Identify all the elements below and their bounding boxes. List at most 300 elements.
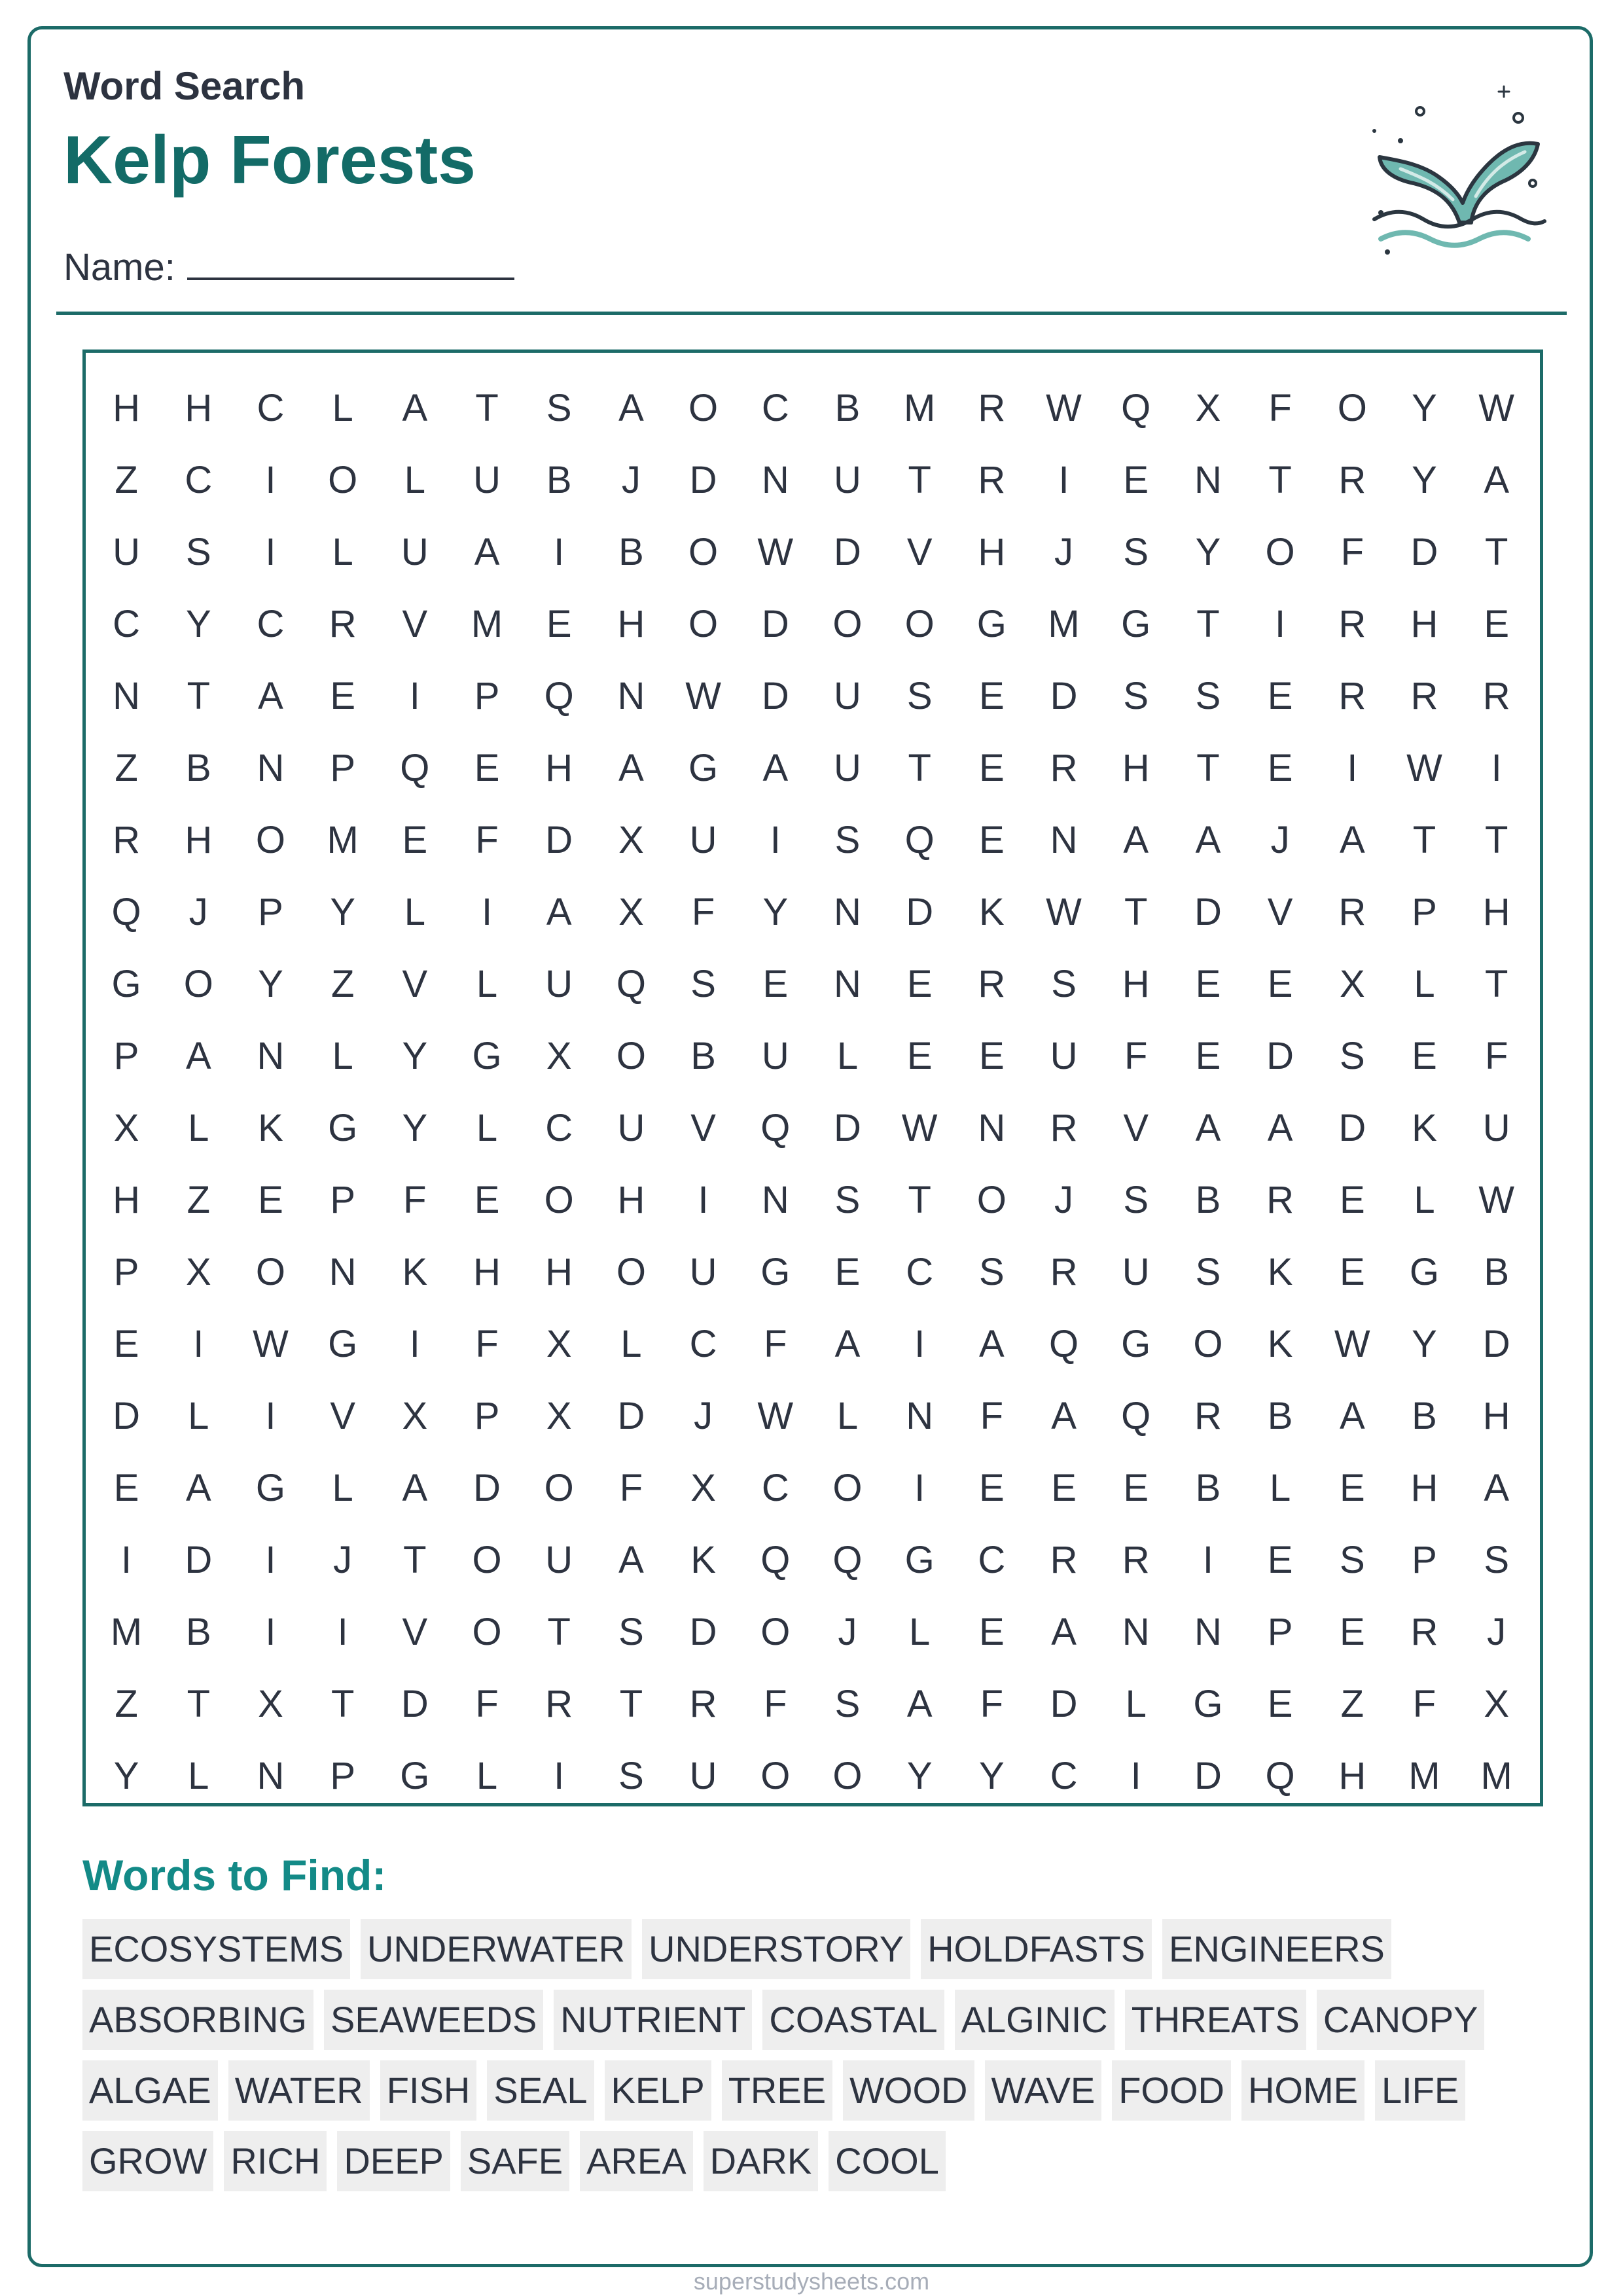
grid-cell[interactable]: C — [1050, 1755, 1078, 1797]
grid-cell[interactable]: V — [402, 963, 428, 1005]
grid-cell[interactable]: T — [908, 459, 931, 501]
grid-cell[interactable]: F — [475, 819, 499, 861]
grid-cell[interactable]: Q — [1121, 387, 1151, 429]
grid-cell[interactable]: S — [1123, 531, 1149, 573]
grid-cell[interactable]: B — [1195, 1467, 1221, 1509]
grid-cell[interactable]: C — [545, 1107, 573, 1149]
grid-cell[interactable]: P — [113, 1035, 139, 1077]
grid-cell[interactable]: U — [689, 1251, 717, 1293]
grid-cell[interactable]: G — [328, 1323, 358, 1365]
grid-cell[interactable]: L — [1414, 1179, 1435, 1221]
grid-cell[interactable]: H — [545, 1251, 573, 1293]
grid-cell[interactable]: W — [757, 1395, 794, 1437]
grid-cell[interactable]: R — [1050, 747, 1078, 789]
grid-cell[interactable]: F — [1340, 531, 1364, 573]
grid-cell[interactable]: J — [694, 1395, 713, 1437]
grid-cell[interactable]: Q — [832, 1539, 863, 1581]
grid-cell[interactable]: Q — [1265, 1755, 1295, 1797]
grid-cell[interactable]: B — [1195, 1179, 1221, 1221]
grid-cell[interactable]: F — [403, 1179, 427, 1221]
grid-cell[interactable]: N — [761, 1179, 789, 1221]
grid-cell[interactable]: F — [1484, 1035, 1508, 1077]
grid-cell[interactable]: N — [906, 1395, 934, 1437]
grid-cell[interactable]: N — [257, 1755, 285, 1797]
grid-cell[interactable]: B — [546, 459, 572, 501]
grid-cell[interactable]: C — [689, 1323, 717, 1365]
grid-cell[interactable]: C — [257, 387, 285, 429]
grid-cell[interactable]: G — [976, 603, 1007, 645]
grid-cell[interactable]: T — [187, 675, 210, 717]
grid-cell[interactable]: J — [1487, 1611, 1507, 1653]
grid-cell[interactable]: I — [554, 531, 565, 573]
grid-cell[interactable]: S — [1339, 1539, 1365, 1581]
grid-cell[interactable]: W — [901, 1107, 938, 1149]
grid-cell[interactable]: R — [1338, 459, 1366, 501]
grid-cell[interactable]: A — [618, 387, 644, 429]
grid-cell[interactable]: E — [1339, 1179, 1365, 1221]
grid-cell[interactable]: H — [113, 387, 141, 429]
grid-cell[interactable]: E — [1267, 1683, 1293, 1725]
grid-cell[interactable]: C — [113, 603, 141, 645]
grid-cell[interactable]: B — [185, 1611, 211, 1653]
grid-cell[interactable]: W — [1478, 387, 1515, 429]
grid-cell[interactable]: T — [475, 387, 499, 429]
grid-cell[interactable]: R — [1482, 675, 1510, 717]
grid-cell[interactable]: I — [121, 1539, 132, 1581]
grid-cell[interactable]: R — [1050, 1107, 1078, 1149]
grid-cell[interactable]: S — [1195, 1251, 1221, 1293]
grid-cell[interactable]: L — [836, 1035, 859, 1077]
grid-cell[interactable]: I — [914, 1323, 925, 1365]
grid-cell[interactable]: O — [688, 387, 719, 429]
grid-cell[interactable]: H — [1122, 747, 1150, 789]
grid-cell[interactable]: O — [1337, 387, 1367, 429]
grid-cell[interactable]: U — [834, 459, 861, 501]
grid-cell[interactable]: T — [403, 1539, 427, 1581]
grid-cell[interactable]: V — [330, 1395, 355, 1437]
grid-cell[interactable]: E — [979, 1611, 1005, 1653]
grid-cell[interactable]: N — [834, 891, 861, 933]
grid-cell[interactable]: L — [188, 1395, 209, 1437]
grid-cell[interactable]: J — [621, 459, 641, 501]
grid-cell[interactable]: N — [1050, 819, 1078, 861]
grid-cell[interactable]: I — [554, 1755, 565, 1797]
grid-cell[interactable]: W — [1046, 387, 1082, 429]
grid-cell[interactable]: D — [1194, 1755, 1222, 1797]
grid-cell[interactable]: A — [402, 387, 428, 429]
grid-cell[interactable]: I — [770, 819, 781, 861]
grid-cell[interactable]: L — [332, 531, 353, 573]
grid-cell[interactable]: W — [1334, 1323, 1370, 1365]
grid-cell[interactable]: K — [1412, 1107, 1437, 1149]
grid-cell[interactable]: A — [1339, 819, 1365, 861]
grid-cell[interactable]: F — [764, 1683, 787, 1725]
grid-cell[interactable]: U — [401, 531, 429, 573]
grid-cell[interactable]: L — [188, 1107, 209, 1149]
grid-cell[interactable]: Q — [904, 819, 935, 861]
grid-cell[interactable]: P — [258, 891, 283, 933]
grid-cell[interactable]: A — [1484, 459, 1509, 501]
grid-cell[interactable]: T — [330, 1683, 355, 1725]
grid-cell[interactable]: B — [185, 747, 211, 789]
grid-cell[interactable]: O — [328, 459, 358, 501]
grid-cell[interactable]: G — [1121, 1323, 1151, 1365]
grid-cell[interactable]: F — [475, 1323, 499, 1365]
grid-cell[interactable]: D — [1410, 531, 1438, 573]
grid-cell[interactable]: A — [1051, 1611, 1077, 1653]
grid-cell[interactable]: W — [685, 675, 721, 717]
grid-cell[interactable]: R — [1410, 675, 1438, 717]
grid-cell[interactable]: R — [1410, 1611, 1438, 1653]
grid-cell[interactable]: A — [762, 747, 789, 789]
grid-cell[interactable]: E — [113, 1467, 139, 1509]
grid-cell[interactable]: K — [1267, 1251, 1293, 1293]
grid-cell[interactable]: L — [188, 1755, 209, 1797]
grid-cell[interactable]: E — [834, 1251, 861, 1293]
grid-cell[interactable]: Q — [1048, 1323, 1079, 1365]
grid-cell[interactable]: E — [1051, 1467, 1077, 1509]
grid-cell[interactable]: L — [332, 1467, 353, 1509]
grid-cell[interactable]: N — [329, 1251, 357, 1293]
grid-cell[interactable]: E — [258, 1179, 283, 1221]
grid-cell[interactable]: X — [185, 1251, 211, 1293]
grid-cell[interactable]: O — [183, 963, 213, 1005]
grid-cell[interactable]: E — [1267, 747, 1293, 789]
grid-cell[interactable]: J — [1270, 819, 1290, 861]
grid-cell[interactable]: M — [327, 819, 359, 861]
grid-cell[interactable]: D — [617, 1395, 645, 1437]
grid-cell[interactable]: U — [689, 1755, 717, 1797]
grid-cell[interactable]: I — [265, 1611, 276, 1653]
grid-cell[interactable]: T — [1412, 819, 1436, 861]
grid-cell[interactable]: R — [1050, 1251, 1078, 1293]
grid-cell[interactable]: G — [1121, 603, 1151, 645]
grid-cell[interactable]: S — [906, 675, 933, 717]
grid-cell[interactable]: L — [332, 1035, 353, 1077]
grid-cell[interactable]: R — [1338, 675, 1366, 717]
grid-cell[interactable]: Y — [330, 891, 355, 933]
grid-cell[interactable]: T — [1484, 963, 1508, 1005]
grid-cell[interactable]: S — [618, 1611, 644, 1653]
grid-cell[interactable]: E — [979, 747, 1005, 789]
grid-cell[interactable]: F — [764, 1323, 787, 1365]
grid-cell[interactable]: I — [481, 891, 493, 933]
grid-cell[interactable]: T — [908, 747, 931, 789]
grid-cell[interactable]: K — [979, 891, 1005, 933]
grid-cell[interactable]: G — [1409, 1251, 1440, 1293]
grid-cell[interactable]: H — [473, 1251, 501, 1293]
grid-cell[interactable]: H — [1338, 1755, 1366, 1797]
grid-cell[interactable]: M — [1480, 1755, 1512, 1797]
grid-cell[interactable]: Q — [111, 891, 141, 933]
grid-cell[interactable]: T — [1484, 531, 1508, 573]
grid-cell[interactable]: M — [903, 387, 936, 429]
grid-cell[interactable]: C — [906, 1251, 934, 1293]
grid-cell[interactable]: A — [1484, 1467, 1509, 1509]
grid-cell[interactable]: E — [1267, 675, 1293, 717]
grid-cell[interactable]: A — [1123, 819, 1149, 861]
grid-cell[interactable]: H — [113, 1179, 141, 1221]
name-field[interactable] — [63, 241, 514, 291]
grid-cell[interactable]: I — [265, 1395, 276, 1437]
grid-cell[interactable]: Q — [400, 747, 430, 789]
grid-cell[interactable]: L — [1125, 1683, 1147, 1725]
grid-cell[interactable]: G — [1193, 1683, 1223, 1725]
grid-cell[interactable]: S — [690, 963, 716, 1005]
grid-cell[interactable]: E — [330, 675, 355, 717]
grid-cell[interactable]: E — [402, 819, 428, 861]
grid-cell[interactable]: N — [761, 459, 789, 501]
grid-cell[interactable]: J — [333, 1539, 353, 1581]
grid-cell[interactable]: T — [1124, 891, 1148, 933]
grid-cell[interactable]: A — [618, 1539, 644, 1581]
grid-cell[interactable]: P — [1412, 1539, 1437, 1581]
grid-cell[interactable]: U — [689, 819, 717, 861]
grid-cell[interactable]: C — [185, 459, 213, 501]
grid-cell[interactable]: N — [257, 747, 285, 789]
grid-cell[interactable]: Q — [760, 1107, 791, 1149]
grid-cell[interactable]: R — [978, 459, 1006, 501]
grid-cell[interactable]: Z — [115, 1683, 138, 1725]
grid-cell[interactable]: G — [904, 1539, 935, 1581]
grid-cell[interactable]: D — [689, 1611, 717, 1653]
grid-cell[interactable]: A — [185, 1467, 211, 1509]
grid-cell[interactable]: O — [976, 1179, 1007, 1221]
grid-cell[interactable]: D — [1194, 891, 1222, 933]
grid-cell[interactable]: D — [1050, 1683, 1078, 1725]
grid-cell[interactable]: A — [979, 1323, 1005, 1365]
grid-cell[interactable]: D — [689, 459, 717, 501]
grid-cell[interactable]: I — [1202, 1539, 1213, 1581]
grid-cell[interactable]: V — [906, 531, 933, 573]
grid-cell[interactable]: N — [978, 1107, 1006, 1149]
grid-cell[interactable]: F — [619, 1467, 643, 1509]
grid-cell[interactable]: X — [1195, 387, 1221, 429]
grid-cell[interactable]: W — [1046, 891, 1082, 933]
grid-cell[interactable]: S — [1123, 675, 1149, 717]
grid-cell[interactable]: S — [834, 1179, 861, 1221]
grid-cell[interactable]: J — [188, 891, 208, 933]
grid-cell[interactable]: H — [1482, 1395, 1510, 1437]
grid-cell[interactable]: U — [834, 675, 861, 717]
grid-cell[interactable]: L — [476, 963, 498, 1005]
grid-cell[interactable]: U — [834, 747, 861, 789]
grid-cell[interactable]: O — [1193, 1323, 1223, 1365]
grid-cell[interactable]: A — [1195, 1107, 1221, 1149]
grid-cell[interactable]: L — [404, 459, 425, 501]
grid-cell[interactable]: Y — [1195, 531, 1221, 573]
grid-cell[interactable]: E — [474, 1179, 500, 1221]
grid-cell[interactable]: D — [906, 891, 934, 933]
grid-cell[interactable]: R — [1266, 1179, 1294, 1221]
grid-cell[interactable]: E — [1195, 1035, 1221, 1077]
grid-cell[interactable]: G — [472, 1035, 502, 1077]
grid-cell[interactable]: L — [909, 1611, 931, 1653]
grid-cell[interactable]: S — [1051, 963, 1077, 1005]
grid-cell[interactable]: K — [258, 1107, 283, 1149]
grid-cell[interactable]: G — [688, 747, 719, 789]
grid-cell[interactable]: V — [402, 603, 428, 645]
grid-cell[interactable]: X — [690, 1467, 716, 1509]
grid-cell[interactable]: A — [1267, 1107, 1293, 1149]
grid-cell[interactable]: F — [1268, 387, 1292, 429]
grid-cell[interactable]: Y — [762, 891, 789, 933]
grid-cell[interactable]: T — [547, 1611, 571, 1653]
grid-cell[interactable]: D — [1050, 675, 1078, 717]
grid-cell[interactable]: C — [978, 1539, 1006, 1581]
grid-cell[interactable]: B — [618, 531, 644, 573]
grid-cell[interactable]: I — [914, 1467, 925, 1509]
grid-cell[interactable]: Y — [185, 603, 211, 645]
grid-cell[interactable]: R — [1338, 603, 1366, 645]
grid-cell[interactable]: S — [1195, 675, 1221, 717]
grid-cell[interactable]: S — [185, 531, 211, 573]
grid-cell[interactable]: M — [1408, 1755, 1440, 1797]
grid-cell[interactable]: N — [617, 675, 645, 717]
grid-cell[interactable]: E — [1412, 1035, 1437, 1077]
grid-cell[interactable]: E — [906, 963, 933, 1005]
grid-cell[interactable]: O — [616, 1251, 646, 1293]
grid-cell[interactable]: Y — [402, 1035, 428, 1077]
grid-cell[interactable]: X — [258, 1683, 283, 1725]
grid-cell[interactable]: Q — [1121, 1395, 1151, 1437]
grid-cell[interactable]: E — [1267, 1539, 1293, 1581]
grid-cell[interactable]: S — [1484, 1539, 1509, 1581]
grid-cell[interactable]: X — [1484, 1683, 1509, 1725]
grid-cell[interactable]: U — [545, 963, 573, 1005]
grid-cell[interactable]: B — [1412, 1395, 1437, 1437]
grid-cell[interactable]: Y — [1412, 387, 1437, 429]
grid-cell[interactable]: X — [113, 1107, 139, 1149]
grid-cell[interactable]: X — [546, 1323, 572, 1365]
grid-cell[interactable]: P — [474, 1395, 500, 1437]
grid-cell[interactable]: G — [400, 1755, 430, 1797]
grid-cell[interactable]: X — [618, 819, 644, 861]
grid-cell[interactable]: A — [185, 1035, 211, 1077]
grid-cell[interactable]: N — [113, 675, 141, 717]
grid-cell[interactable]: A — [258, 675, 283, 717]
grid-cell[interactable]: F — [980, 1683, 1004, 1725]
grid-cell[interactable]: D — [761, 603, 789, 645]
grid-cell[interactable]: P — [113, 1251, 139, 1293]
grid-cell[interactable]: G — [255, 1467, 286, 1509]
grid-cell[interactable]: V — [1123, 1107, 1149, 1149]
grid-cell[interactable]: O — [688, 531, 719, 573]
grid-cell[interactable]: K — [402, 1251, 428, 1293]
grid-cell[interactable]: L — [476, 1755, 498, 1797]
grid-cell[interactable]: L — [836, 1395, 859, 1437]
grid-cell[interactable]: I — [265, 531, 276, 573]
grid-cell[interactable]: T — [1196, 747, 1220, 789]
grid-cell[interactable]: B — [690, 1035, 716, 1077]
grid-cell[interactable]: V — [1267, 891, 1293, 933]
grid-cell[interactable]: O — [1265, 531, 1295, 573]
grid-cell[interactable]: D — [1266, 1035, 1294, 1077]
grid-cell[interactable]: E — [546, 603, 572, 645]
grid-cell[interactable]: H — [545, 747, 573, 789]
grid-cell[interactable]: O — [904, 603, 935, 645]
grid-cell[interactable]: E — [762, 963, 789, 1005]
grid-cell[interactable]: O — [544, 1467, 574, 1509]
grid-cell[interactable]: O — [616, 1035, 646, 1077]
grid-cell[interactable]: D — [113, 1395, 141, 1437]
grid-cell[interactable]: O — [544, 1179, 574, 1221]
grid-cell[interactable]: O — [472, 1539, 502, 1581]
grid-cell[interactable]: E — [979, 1035, 1005, 1077]
grid-cell[interactable]: A — [1051, 1395, 1077, 1437]
grid-cell[interactable]: Y — [1412, 1323, 1437, 1365]
grid-cell[interactable]: E — [979, 1467, 1005, 1509]
grid-cell[interactable]: D — [1482, 1323, 1510, 1365]
grid-cell[interactable]: M — [110, 1611, 143, 1653]
grid-cell[interactable]: R — [689, 1683, 717, 1725]
grid-cell[interactable]: Z — [115, 747, 138, 789]
grid-cell[interactable]: O — [255, 819, 286, 861]
grid-cell[interactable]: U — [1050, 1035, 1078, 1077]
grid-cell[interactable]: A — [1195, 819, 1221, 861]
grid-cell[interactable]: U — [113, 531, 141, 573]
grid-cell[interactable]: E — [1123, 1467, 1149, 1509]
grid-cell[interactable]: E — [474, 747, 500, 789]
grid-cell[interactable]: R — [978, 963, 1006, 1005]
grid-cell[interactable]: I — [1347, 747, 1358, 789]
grid-cell[interactable]: G — [760, 1251, 791, 1293]
grid-cell[interactable]: U — [617, 1107, 645, 1149]
grid-cell[interactable]: S — [1123, 1179, 1149, 1221]
grid-cell[interactable]: S — [618, 1755, 644, 1797]
grid-cell[interactable]: A — [474, 531, 500, 573]
grid-cell[interactable]: K — [1267, 1323, 1293, 1365]
grid-cell[interactable]: E — [1195, 963, 1221, 1005]
grid-cell[interactable]: T — [187, 1683, 210, 1725]
grid-cell[interactable]: O — [760, 1755, 791, 1797]
grid-cell[interactable]: X — [402, 1395, 428, 1437]
grid-cell[interactable]: X — [546, 1035, 572, 1077]
grid-cell[interactable]: L — [404, 891, 425, 933]
grid-cell[interactable]: D — [834, 1107, 861, 1149]
grid-cell[interactable]: E — [1267, 963, 1293, 1005]
grid-cell[interactable]: L — [476, 1107, 498, 1149]
grid-cell[interactable]: H — [1482, 891, 1510, 933]
grid-cell[interactable]: Y — [906, 1755, 933, 1797]
grid-cell[interactable]: X — [1339, 963, 1365, 1005]
grid-cell[interactable]: E — [1123, 459, 1149, 501]
grid-cell[interactable]: W — [253, 1323, 289, 1365]
grid-cell[interactable]: N — [1194, 1611, 1222, 1653]
grid-cell[interactable]: E — [1339, 1251, 1365, 1293]
grid-cell[interactable]: F — [1412, 1683, 1436, 1725]
grid-cell[interactable]: Y — [402, 1107, 428, 1149]
grid-cell[interactable]: E — [979, 819, 1005, 861]
grid-cell[interactable]: W — [1406, 747, 1442, 789]
grid-cell[interactable]: V — [402, 1611, 428, 1653]
grid-cell[interactable]: F — [980, 1395, 1004, 1437]
grid-cell[interactable]: A — [402, 1467, 428, 1509]
grid-cell[interactable]: R — [329, 603, 357, 645]
grid-cell[interactable]: N — [834, 963, 861, 1005]
grid-cell[interactable]: O — [832, 1467, 863, 1509]
grid-cell[interactable]: W — [1478, 1179, 1515, 1221]
grid-cell[interactable]: O — [472, 1611, 502, 1653]
grid-cell[interactable]: S — [1339, 1035, 1365, 1077]
grid-cell[interactable]: Q — [616, 963, 646, 1005]
grid-cell[interactable]: D — [401, 1683, 429, 1725]
grid-cell[interactable]: X — [546, 1395, 572, 1437]
grid-cell[interactable]: A — [1339, 1395, 1365, 1437]
grid-cell[interactable]: V — [690, 1107, 716, 1149]
grid-cell[interactable]: P — [1412, 891, 1437, 933]
grid-cell[interactable]: P — [474, 675, 500, 717]
